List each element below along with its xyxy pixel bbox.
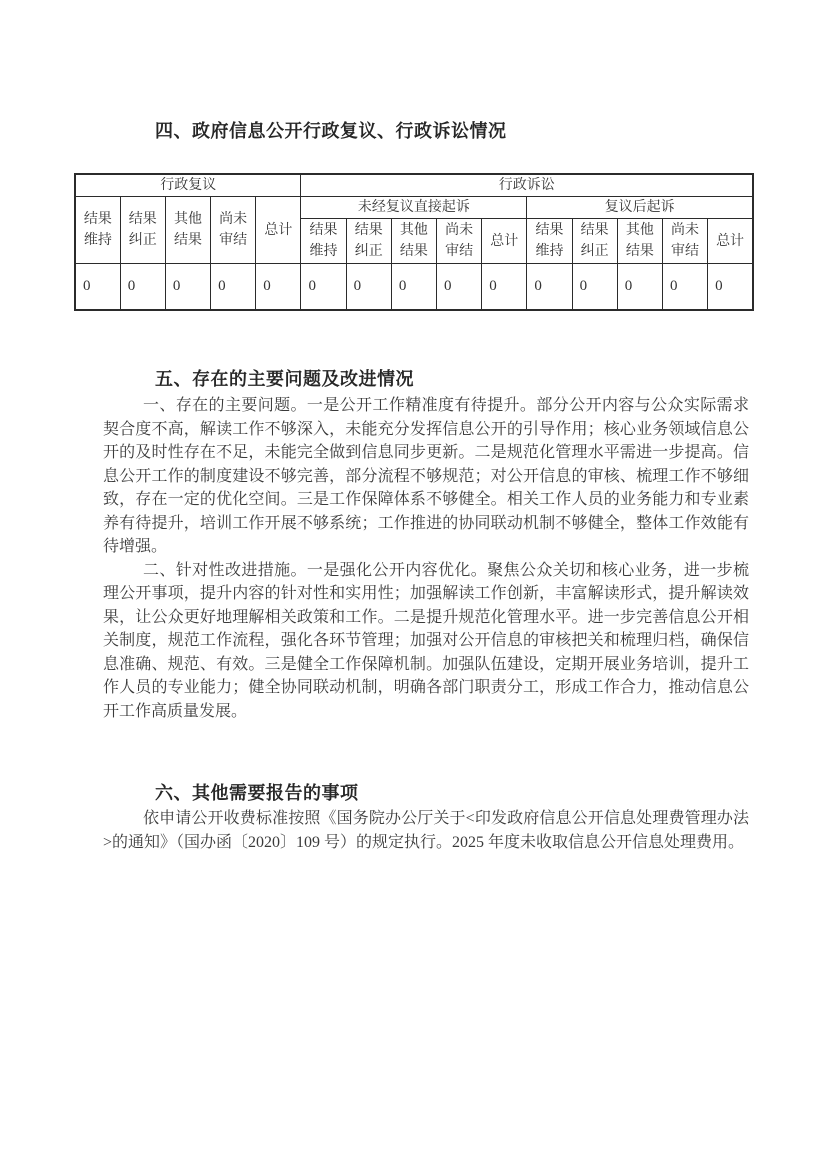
value-reconsideration-pending: 0 (211, 264, 256, 311)
column-header-label: 结果纠正 (580, 223, 609, 259)
column-header (482, 219, 527, 264)
value-after-pending: 0 (662, 264, 707, 311)
group-header-reconsideration: 行政复议 (75, 174, 301, 197)
column-header-label: 尚未审结 (219, 212, 248, 248)
column-header-label: 尚未审结 (445, 223, 474, 259)
column-header-label: 其他结果 (625, 223, 654, 259)
column-header (120, 197, 165, 264)
table-group-header-row (75, 174, 753, 197)
value-reconsideration-upheld: 0 (75, 264, 120, 311)
value-direct-other: 0 (391, 264, 436, 311)
column-header (165, 197, 210, 264)
value-direct-upheld: 0 (301, 264, 346, 311)
column-header (617, 219, 662, 264)
value-reconsideration-corrected: 0 (120, 264, 165, 311)
subgroup-header-direct-lawsuit: 未经复议直接起诉 (301, 197, 527, 219)
value-direct-pending: 0 (437, 264, 482, 311)
column-header (301, 219, 346, 264)
column-header-label: 结果维持 (309, 223, 338, 259)
column-header (391, 219, 436, 264)
value-after-upheld: 0 (527, 264, 572, 311)
column-header-label: 其他结果 (399, 223, 428, 259)
column-header (211, 197, 256, 264)
column-header (708, 219, 753, 264)
section-six-body (103, 807, 749, 854)
column-header-label: 结果维持 (535, 223, 564, 259)
subgroup-header-after-lawsuit: 复议后起诉 (527, 197, 753, 219)
column-header-label: 尚未审结 (671, 223, 700, 259)
section-five-heading: 五、存在的主要问题及改进情况 (155, 369, 414, 389)
table-data-row (75, 264, 753, 311)
column-header-label: 总计 (264, 222, 293, 238)
section-six-heading: 六、其他需要报告的事项 (155, 783, 359, 803)
column-header-label: 结果纠正 (354, 223, 383, 259)
column-header (256, 197, 301, 264)
column-header (527, 219, 572, 264)
value-reconsideration-other: 0 (165, 264, 210, 311)
value-reconsideration-total: 0 (256, 264, 301, 311)
column-header (75, 197, 120, 264)
value-after-corrected: 0 (572, 264, 617, 311)
column-header (437, 219, 482, 264)
column-header-label: 总计 (490, 233, 519, 249)
column-header-label: 其他结果 (173, 212, 202, 248)
section-four-heading: 四、政府信息公开行政复议、行政诉讼情况 (155, 121, 507, 141)
column-header-label: 结果纠正 (128, 212, 157, 248)
column-header-label: 总计 (716, 233, 745, 249)
section-five-body (103, 394, 749, 723)
column-header (572, 219, 617, 264)
paragraph-improvements: 二、针对性改进措施。一是强化公开内容优化。聚焦公众关切和核心业务，进一步梳理公开事项，提升内容的针对性和实用性；加强解读工作创新，丰富解读形式，提升解读效果，让公众更好地理解相关政策和工作。二是提升规范化管理水平。进一步完善信息公开相关制度，规范工作流程，强化各环节管理；加强对公开信息的审核把关和梳理归档，确保信息准确、规范、有效。三是健全工作保障机制。加强队伍建设，定期开展业务培训，提升工作人员的专业能力；健全协同联动机制，明确各部门职责分工，形成工作合力，推动信息公开工作高质量发展。 (103, 561, 749, 720)
value-direct-corrected: 0 (346, 264, 391, 311)
paragraph-fees: 依申请公开收费标准按照《国务院办公厅关于<印发政府信息公开信息处理费管理办法>的通知》（国办函〔2020〕109 号）的规定执行。2025 年度未收取信息公开信息处理费用。 (103, 810, 749, 851)
column-header (346, 219, 391, 264)
table-subgroup-header-row (75, 197, 753, 219)
value-after-total: 0 (708, 264, 753, 311)
column-header (662, 219, 707, 264)
group-header-litigation: 行政诉讼 (301, 174, 753, 197)
paragraph-problems: 一、存在的主要问题。一是公开工作精准度有待提升。部分公开内容与公众实际需求契合度不高，解读工作不够深入，未能充分发挥信息公开的引导作用；核心业务领域信息公开的及时性存在不足，未能完全做到信息同步更新。二是规范化管理水平需进一步提高。信息公开工作的制度建设不够完善，部分流程不够规范；对公开信息的审核、梳理工作不够细致，存在一定的优化空间。三是工作保障体系不够健全。相关工作人员的业务能力和专业素养有待提升，培训工作开展不够系统；工作推进的协同联动机制不够健全，整体工作效能有待增强。 (103, 397, 749, 555)
admin-review-litigation-table (74, 173, 754, 311)
value-direct-total: 0 (482, 264, 527, 311)
value-after-other: 0 (617, 264, 662, 311)
column-header-label: 结果维持 (83, 212, 112, 248)
